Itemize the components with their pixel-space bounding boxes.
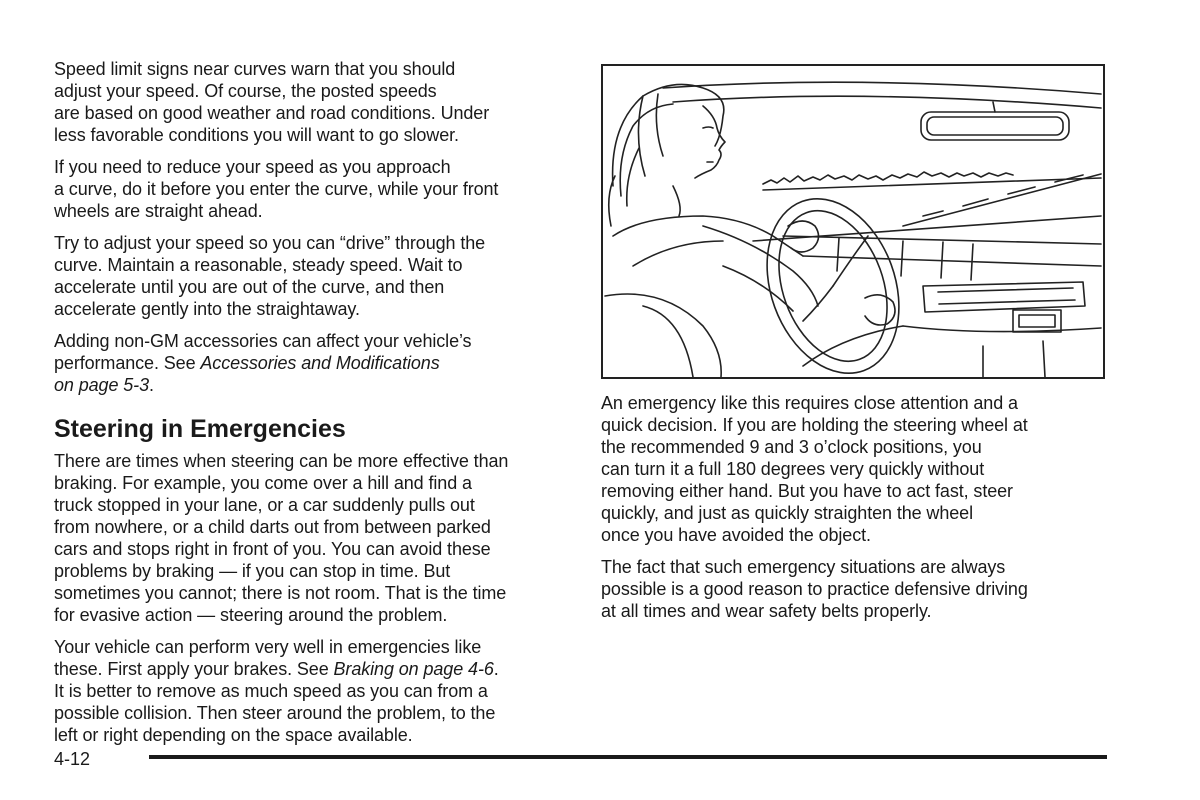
text-line: [54, 658, 564, 680]
text-line: Adding non-GM accessories can affect your vehicle’s: [54, 331, 472, 351]
text-line: for evasive action — steering around the problem.: [54, 605, 448, 625]
text-line: accelerate until you are out of the curve, and then: [54, 277, 445, 297]
text-line: If you need to reduce your speed as you approach: [54, 157, 451, 177]
page-number: 4-12: [54, 749, 91, 769]
text-line: left or right depending on the space available.: [54, 725, 413, 745]
text-line: There are times when steering can be more effective than: [54, 451, 509, 471]
text-run: these. First apply your brakes. See: [54, 659, 334, 679]
text-line: [54, 374, 564, 396]
text-line: from nowhere, or a child darts out from between parked: [54, 517, 491, 537]
text-line: possible collision. Then steer around the problem, to the: [54, 703, 496, 723]
paragraph-adjust-speed: [54, 232, 564, 320]
text-line: quick decision. If you are holding the steering wheel at: [601, 415, 1028, 435]
text-line: once you have avoided the object.: [601, 525, 871, 545]
text-line: Try to adjust your speed so you can “drive” through the: [54, 233, 486, 253]
text-line: at all times and wear safety belts properly.: [601, 601, 932, 621]
text-run: .: [493, 659, 499, 679]
text-line: cars and stops right in front of you. You can avoid these: [54, 539, 491, 559]
text-line: accelerate gently into the straightaway.: [54, 299, 360, 319]
left-column: [54, 58, 564, 756]
text-line: possible is a good reason to practice defensive driving: [601, 579, 1028, 599]
text-line: removing either hand. But you have to act fast, steer: [601, 481, 1013, 501]
section-heading: Steering in Emergencies: [54, 415, 346, 443]
text-line: Your vehicle can perform very well in emergencies like: [54, 637, 482, 657]
paragraph-defensive-driving: [601, 556, 1109, 622]
right-column: [601, 58, 1109, 632]
text-line: braking. For example, you come over a hill and find a: [54, 473, 472, 493]
driver-steering-illustration: [601, 64, 1105, 379]
text-line: curve. Maintain a reasonable, steady speed. Wait to: [54, 255, 463, 275]
text-run: .: [148, 375, 154, 395]
paragraph-reduce-speed: [54, 156, 564, 222]
footer-rule: [149, 755, 1107, 759]
text-line: The fact that such emergency situations are always: [601, 557, 1006, 577]
text-line: problems by braking — if you can stop in time. But: [54, 561, 451, 581]
text-line: sometimes you cannot; there is not room. That is the time: [54, 583, 507, 603]
text-line: truck stopped in your lane, or a car suddenly pulls out: [54, 495, 475, 515]
text-line: can turn it a full 180 degrees very quickly without: [601, 459, 985, 479]
text-line: Speed limit signs near curves warn that you should: [54, 59, 456, 79]
text-line: the recommended 9 and 3 o’clock positions, you: [601, 437, 982, 457]
text-line: [54, 352, 564, 374]
paragraph-emergency-decision: [601, 392, 1109, 546]
text-line: are based on good weather and road conditions. Under: [54, 103, 490, 123]
text-line: An emergency like this requires close attention and a: [601, 393, 1018, 413]
paragraph-speed-limit-signs: [54, 58, 564, 146]
text-line: a curve, do it before you enter the curve, while your front: [54, 179, 499, 199]
paragraph-steering-intro: [54, 450, 564, 626]
cross-reference-accessories[interactable]: Accessories and Modifications: [200, 353, 440, 373]
text-line: wheels are straight ahead.: [54, 201, 263, 221]
paragraph-accessories: [54, 330, 564, 396]
cross-reference-braking[interactable]: Braking on page 4-6: [333, 659, 494, 679]
text-line: quickly, and just as quickly straighten the wheel: [601, 503, 973, 523]
text-line: adjust your speed. Of course, the posted speeds: [54, 81, 437, 101]
text-line: less favorable conditions you will want to go slower.: [54, 125, 459, 145]
paragraph-apply-brakes: [54, 636, 564, 746]
cross-reference-page[interactable]: on page 5-3: [54, 375, 149, 395]
text-line: It is better to remove as much speed as you can from a: [54, 681, 488, 701]
text-run: performance. See: [54, 353, 201, 373]
